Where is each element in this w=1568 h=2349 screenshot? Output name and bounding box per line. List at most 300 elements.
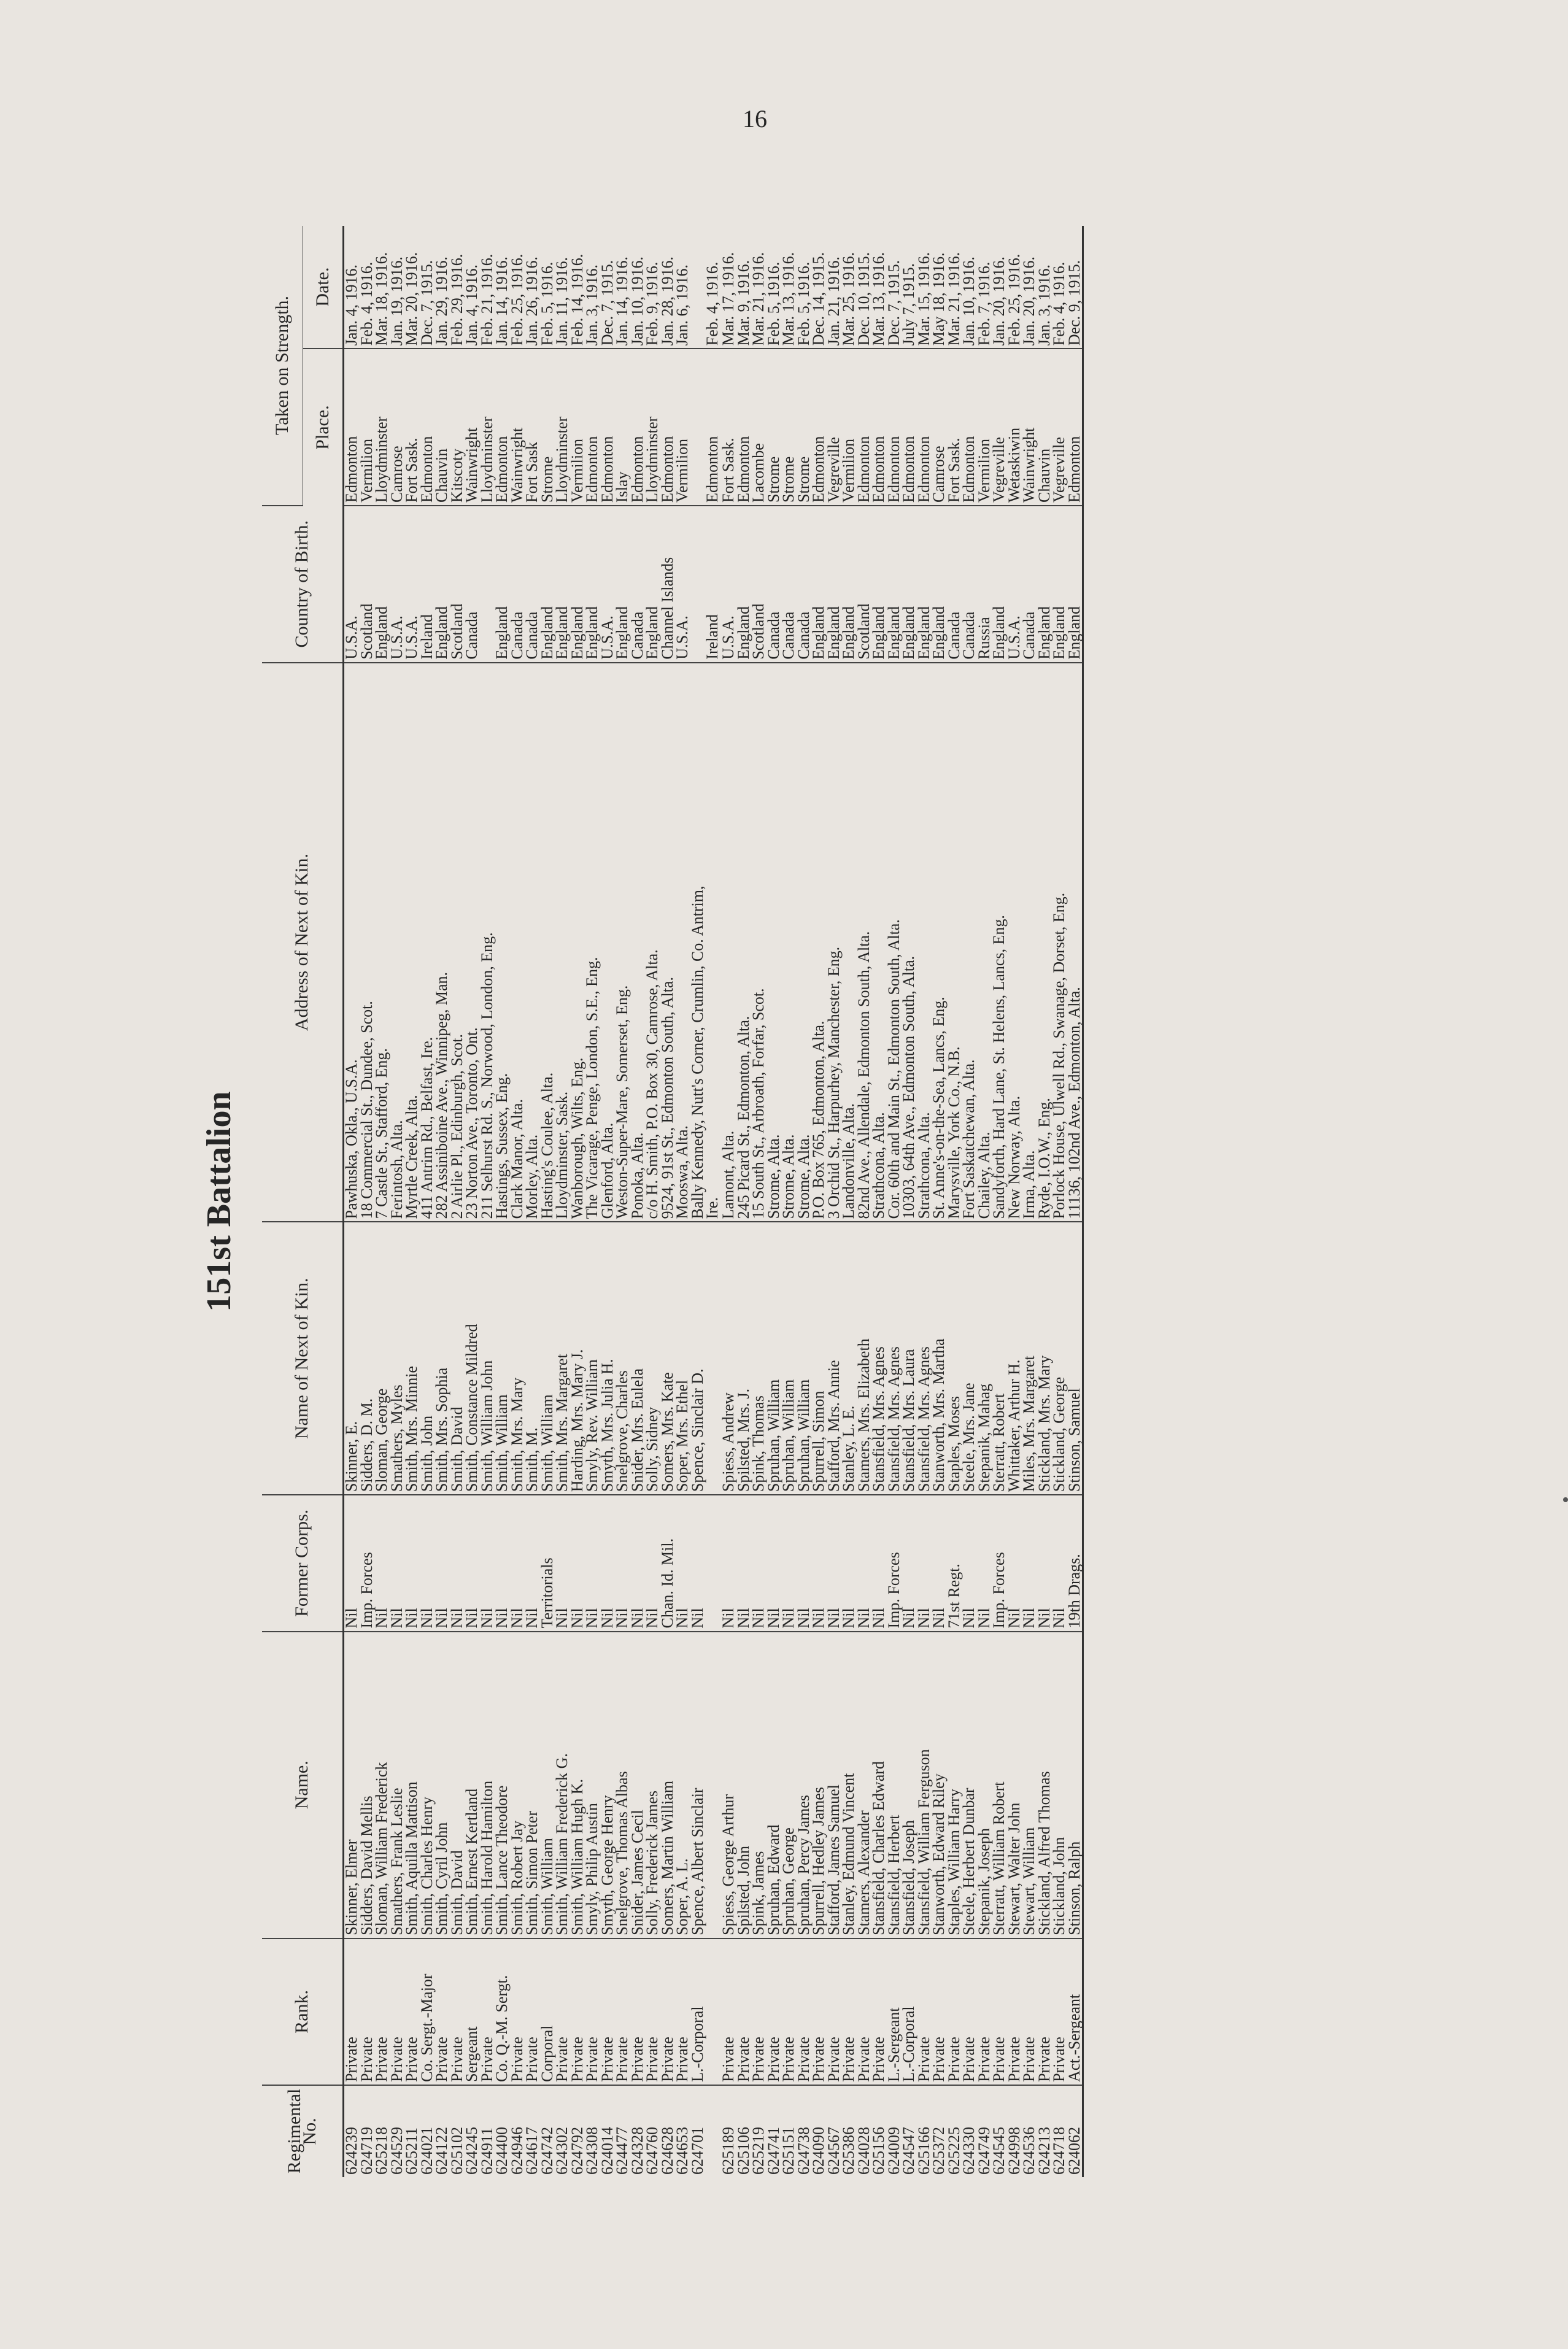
- table-row: [962, 226, 977, 2177]
- cell-country: Canada: [767, 506, 782, 663]
- cell-former-corps: Nil: [917, 1495, 932, 1631]
- cell-regimental-no: 624009: [884, 2127, 903, 2175]
- cell-former-corps: Nil: [767, 1495, 782, 1631]
- cell-rank: L.-Corporal: [902, 1938, 917, 2085]
- cell-place: Edmonton: [917, 349, 932, 506]
- cell-country: England: [374, 506, 390, 663]
- cell-name: Somers, Martin William: [660, 1632, 676, 1938]
- roster-table: [262, 226, 1084, 2177]
- cell-former-corps: Nil: [434, 1495, 450, 1631]
- cell-address: Ponoka, Alta.: [630, 663, 646, 1222]
- cell-country: England: [1037, 506, 1052, 663]
- cell-regimental-no: 625166: [914, 2127, 933, 2175]
- cell-place: Edmonton: [660, 349, 676, 506]
- cell-name: Steele, Herbert Dunbar: [962, 1632, 977, 1938]
- cell-name: Stickland, John: [1052, 1632, 1067, 1938]
- table-row: [374, 226, 390, 2177]
- cell-next-of-kin: Sidders, D. M.: [360, 1222, 375, 1495]
- cell-former-corps: [705, 1495, 720, 1631]
- cell-next-of-kin: Sterratt, Robert: [992, 1222, 1007, 1495]
- cell-date: Mar. 9, 1916.: [736, 226, 752, 349]
- cell-date: Jan. 29, 1916.: [434, 226, 450, 349]
- cell-date: Mar. 25, 1916.: [841, 226, 857, 349]
- cell-regimental-no: 624330: [960, 2127, 978, 2175]
- cell-place: Wainwright: [510, 349, 525, 506]
- cell-date: Feb. 4, 1916.: [1052, 226, 1067, 349]
- cell-date: Feb. 29, 1916.: [450, 226, 465, 349]
- cell-date: Feb. 4, 1916.: [360, 226, 375, 349]
- cell-address: 211 Selhurst Rd. S., Norwood, London, Eng.: [480, 663, 495, 1222]
- cell-country: England: [570, 506, 585, 663]
- cell-former-corps: Nil: [932, 1495, 947, 1631]
- cell-date: Jan. 6, 1916.: [675, 226, 690, 349]
- cell-country: U.S.A.: [675, 506, 690, 663]
- cell-rank: Private: [1022, 1938, 1037, 2085]
- cell-address: Strathcona, Alta.: [871, 663, 887, 1222]
- cell-next-of-kin: Stinson, Samuel: [1067, 1222, 1083, 1495]
- cell-date: Dec. 10, 1915.: [857, 226, 872, 349]
- cell-country: England: [871, 506, 887, 663]
- cell-date: Feb. 4, 1916.: [705, 226, 720, 349]
- cell-date: Feb. 5, 1916.: [767, 226, 782, 349]
- cell-place: Wetaskiwin: [1007, 349, 1022, 506]
- cell-address: Strome, Alta.: [781, 663, 797, 1222]
- table-row: [705, 226, 720, 2177]
- cell-date: Feb. 7, 1916.: [977, 226, 992, 349]
- cell-name: Stafford, James Samuel: [827, 1632, 842, 1938]
- cell-rank: Private: [811, 1938, 827, 2085]
- cell-former-corps: 19th Drags.: [1067, 1495, 1083, 1631]
- cell-regimental-no: 624328: [628, 2127, 646, 2175]
- table-row: [992, 226, 1007, 2177]
- cell-name: Sidders, David Mellis: [360, 1632, 375, 1938]
- cell-rank: Private: [570, 1938, 585, 2085]
- cell-country: England: [585, 506, 600, 663]
- table-row: [871, 226, 887, 2177]
- cell-address: New Norway, Alta.: [1007, 663, 1022, 1222]
- cell-regimental-no: 624547: [900, 2127, 917, 2175]
- cell-country: England: [827, 506, 842, 663]
- cell-name: Sterratt, William Robert: [992, 1632, 1007, 1938]
- cell-place: Vermilion: [570, 349, 585, 506]
- cell-date: Feb. 5, 1916.: [540, 226, 555, 349]
- cell-place: Lloydminster: [374, 349, 390, 506]
- cell-country: England: [1052, 506, 1067, 663]
- cell-place: Edmonton: [887, 349, 902, 506]
- cell-place: Edmonton: [600, 349, 616, 506]
- cell-regimental-no: 624701: [688, 2127, 706, 2175]
- cell-address: Lloydminster, Sask.: [555, 663, 570, 1222]
- cell-next-of-kin: Stepanik, Mahag: [977, 1222, 992, 1495]
- cell-former-corps: Nil: [570, 1495, 585, 1631]
- cell-place: Strome: [540, 349, 555, 506]
- cell-regimental-no: 624742: [538, 2127, 556, 2175]
- cell-rank: Private: [767, 1938, 782, 2085]
- cell-date: Jan. 3, 1916.: [1037, 226, 1052, 349]
- cell-name: Smyth, George Henry: [600, 1632, 616, 1938]
- cell-country: U.S.A.: [344, 506, 360, 663]
- cell-place: Chauvin: [1037, 349, 1052, 506]
- cell-former-corps: 71st Regt.: [947, 1495, 962, 1631]
- cell-country: Russia: [977, 506, 992, 663]
- cell-date: Jan. 28, 1916.: [660, 226, 676, 349]
- cell-rank: Private: [797, 1938, 812, 2085]
- cell-rank: Private: [434, 1938, 450, 2085]
- cell-former-corps: Nil: [736, 1495, 752, 1631]
- cell-date: Mar. 13, 1916.: [781, 226, 797, 349]
- cell-date: Mar. 17, 1916.: [720, 226, 736, 349]
- table-row: [555, 226, 570, 2177]
- cell-name: Smith, William Frederick G.: [555, 1632, 570, 1938]
- cell-address: Strome, Alta.: [767, 663, 782, 1222]
- cell-country: Canada: [947, 506, 962, 663]
- cell-name: Stansfield, William Ferguson: [917, 1632, 932, 1938]
- cell-place: Lloydminster: [555, 349, 570, 506]
- header-country-of-birth: Country of Birth.: [262, 506, 344, 663]
- cell-address: 2 Airlie Pl., Edinburgh, Scot.: [450, 663, 465, 1222]
- cell-address: The Vicarage, Penge, London, S.E., Eng.: [585, 663, 600, 1222]
- cell-address: 15 South St., Arbroath, Forfar, Scot.: [751, 663, 767, 1222]
- table-row: [1022, 226, 1037, 2177]
- cell-regimental-no: 625225: [944, 2127, 963, 2175]
- cell-regimental-no: 624998: [1005, 2127, 1023, 2175]
- cell-place: Vegreville: [992, 349, 1007, 506]
- header-next-of-kin: Name of Next of Kin.: [262, 1222, 344, 1495]
- cell-regimental-no: 624628: [658, 2127, 676, 2175]
- cell-regimental-no: 624028: [854, 2127, 873, 2175]
- cell-regimental-no: 625156: [870, 2127, 887, 2175]
- cell-rank: Private: [932, 1938, 947, 2085]
- cell-rank: Private: [360, 1938, 375, 2085]
- cell-country: Canada: [797, 506, 812, 663]
- cell-place: Vermilion: [977, 349, 992, 506]
- cell-rank: Private: [645, 1938, 660, 2085]
- cell-country: Channel Islands: [660, 506, 676, 663]
- cell-former-corps: Nil: [630, 1495, 646, 1631]
- cell-name: Stamers, Alexander: [857, 1632, 872, 1938]
- cell-date: Feb. 14, 1916.: [570, 226, 585, 349]
- cell-country: Canada: [781, 506, 797, 663]
- cell-name: Snelgrove, Thomas Albas: [615, 1632, 630, 1938]
- cell-address: Irma, Alta.: [1022, 663, 1037, 1222]
- cell-country: England: [932, 506, 947, 663]
- cell-rank: Private: [720, 1938, 736, 2085]
- cell-place: Edmonton: [811, 349, 827, 506]
- cell-country: England: [495, 506, 510, 663]
- cell-rank: Private: [600, 1938, 616, 2085]
- cell-regimental-no: 624062: [1067, 2085, 1083, 2177]
- cell-rank: Private: [781, 1938, 797, 2085]
- cell-rank: Private: [390, 1938, 405, 2085]
- cell-next-of-kin: Steele, Mrs. Jane: [962, 1222, 977, 1495]
- cell-address: Hastings, Sussex, Eng.: [495, 663, 510, 1222]
- cell-next-of-kin: Spink, Thomas: [751, 1222, 767, 1495]
- cell-former-corps: Nil: [1022, 1495, 1037, 1631]
- cell-regimental-no: [705, 2085, 720, 2177]
- cell-former-corps: Nil: [857, 1495, 872, 1631]
- cell-country: Scotland: [751, 506, 767, 663]
- table-row: [1067, 226, 1083, 2177]
- table-row: [1052, 226, 1067, 2177]
- cell-name: Smith, Simon Peter: [525, 1632, 540, 1938]
- cell-next-of-kin: Spiess, Andrew: [720, 1222, 736, 1495]
- header-name: Name.: [262, 1632, 344, 1938]
- cell-rank: Act.-Sergeant: [1067, 1938, 1083, 2085]
- cell-next-of-kin: Spruhan, William: [781, 1222, 797, 1495]
- cell-country: U.S.A.: [720, 506, 736, 663]
- cell-name: Smith, Ernest Kertland: [465, 1632, 480, 1938]
- cell-address: Marysville, York Co., N.B.: [947, 663, 962, 1222]
- cell-date: Jan. 10, 1916.: [962, 226, 977, 349]
- cell-name: Spurrell, Hedley James: [811, 1632, 827, 1938]
- cell-regimental-no: 624529: [387, 2127, 406, 2175]
- cell-former-corps: Nil: [495, 1495, 510, 1631]
- cell-date: Jan. 21, 1916.: [827, 226, 842, 349]
- cell-next-of-kin: Smith, David: [450, 1222, 465, 1495]
- cell-name: Soper, A. L.: [675, 1632, 690, 1938]
- cell-former-corps: Nil: [390, 1495, 405, 1631]
- table-row: [841, 226, 857, 2177]
- cell-address: Myrtle Creek, Alta.: [404, 663, 420, 1222]
- cell-regimental-no: 624536: [1020, 2127, 1038, 2175]
- cell-date: Jan. 14, 1916.: [615, 226, 630, 349]
- cell-name: Smith, Robert Jay: [510, 1632, 525, 1938]
- cell-regimental-no: 624738: [794, 2127, 813, 2175]
- cell-name: Smith, Cyril John: [434, 1632, 450, 1938]
- cell-regimental-no: 625211: [403, 2127, 420, 2175]
- cell-next-of-kin: Whittaker, Arthur H.: [1007, 1222, 1022, 1495]
- cell-rank: L.-Corporal: [690, 1938, 706, 2085]
- cell-date: Jan. 4, 1916.: [465, 226, 480, 349]
- cell-next-of-kin: Smith, John: [420, 1222, 435, 1495]
- cell-name: [705, 1632, 720, 1938]
- cell-regimental-no: 624122: [433, 2127, 450, 2175]
- cell-former-corps: Imp. Forces: [360, 1495, 375, 1631]
- cell-name: Smith, Lance Theodore: [495, 1632, 510, 1938]
- cell-address: 411 Antrim Rd., Belfast, Ire.: [420, 663, 435, 1222]
- cell-country: England: [736, 506, 752, 663]
- cell-date: Mar. 13, 1916.: [871, 226, 887, 349]
- cell-country: England: [555, 506, 570, 663]
- cell-address: Lamont, Alta.: [720, 663, 736, 1222]
- cell-regimental-no: 624741: [764, 2127, 782, 2175]
- table-row: [615, 226, 630, 2177]
- cell-rank: Private: [404, 1938, 420, 2085]
- cell-former-corps: Nil: [962, 1495, 977, 1631]
- cell-name: Smith, Harold Hamilton: [480, 1632, 495, 1938]
- cell-address: Chailey, Alta.: [977, 663, 992, 1222]
- cell-rank: Co. Sergt.-Major: [420, 1938, 435, 2085]
- cell-regimental-no: 624911: [477, 2127, 496, 2175]
- header-rank: Rank.: [262, 1938, 344, 2085]
- cell-address: c/o H. Smith, P.O. Box 30, Camrose, Alta.: [645, 663, 660, 1222]
- cell-address: 18 Commercial St., Dundee, Scot.: [360, 663, 375, 1222]
- cell-name: Stansfield, Joseph: [902, 1632, 917, 1938]
- cell-former-corps: Nil: [871, 1495, 887, 1631]
- cell-name: Spruhan, Edward: [767, 1632, 782, 1938]
- cell-place: Lloydminster: [480, 349, 495, 506]
- cell-address: Pawhuska, Okla., U.S.A.: [344, 663, 360, 1222]
- cell-next-of-kin: Stafford, Mrs. Annie: [827, 1222, 842, 1495]
- cell-date: Feb. 21, 1916.: [480, 226, 495, 349]
- cell-place: Camrose: [390, 349, 405, 506]
- cell-rank: Co. Q.-M. Sergt.: [495, 1938, 510, 2085]
- cell-former-corps: Nil: [1037, 1495, 1052, 1631]
- cell-address: Ire.: [705, 663, 720, 1222]
- table-row: [404, 226, 420, 2177]
- cell-former-corps: Nil: [374, 1495, 390, 1631]
- cell-next-of-kin: Spence, Sinclair D.: [690, 1222, 706, 1495]
- table-row: [495, 226, 510, 2177]
- cell-place: Strome: [797, 349, 812, 506]
- cell-regimental-no: 625189: [719, 2127, 737, 2175]
- cell-country: Ireland: [420, 506, 435, 663]
- cell-country: Scotland: [857, 506, 872, 663]
- cell-address: 11136, 102nd Ave., Edmonton, Alta.: [1067, 663, 1083, 1222]
- cell-name: Stansfield, Charles Edward: [871, 1632, 887, 1938]
- cell-rank: Private: [450, 1938, 465, 2085]
- cell-name: Smyly, Philip Austin: [585, 1632, 600, 1938]
- cell-rank: Private: [1052, 1938, 1067, 2085]
- cell-place: Edmonton: [736, 349, 752, 506]
- cell-date: Mar. 18, 1916.: [374, 226, 390, 349]
- cell-former-corps: Nil: [751, 1495, 767, 1631]
- table-row: [811, 226, 827, 2177]
- cell-date: Mar. 15, 1916.: [917, 226, 932, 349]
- cell-regimental-no: 624245: [463, 2127, 481, 2175]
- cell-address: 3 Orchid St., Harpurhey, Manchester, Eng.: [827, 663, 842, 1222]
- cell-name: Sloman, William Frederick: [374, 1632, 390, 1938]
- cell-place: Edmonton: [495, 349, 510, 506]
- cell-next-of-kin: Smyth, Mrs. Julia H.: [600, 1222, 616, 1495]
- table-row: [932, 226, 947, 2177]
- cell-former-corps: Imp. Forces: [887, 1495, 902, 1631]
- cell-former-corps: Nil: [1007, 1495, 1022, 1631]
- table-row: [344, 226, 360, 2177]
- cell-next-of-kin: Snelgrove, Charles: [615, 1222, 630, 1495]
- cell-date: July 7, 1915.: [902, 226, 917, 349]
- cell-country: Scotland: [450, 506, 465, 663]
- cell-next-of-kin: Stansfield, Mrs. Agnes: [887, 1222, 902, 1495]
- cell-place: Strome: [767, 349, 782, 506]
- cell-name: Stepanik, Joseph: [977, 1632, 992, 1938]
- cell-address: Wanborough, Wilts, Eng.: [570, 663, 585, 1222]
- cell-regimental-no: 624718: [1050, 2127, 1068, 2175]
- cell-place: Strome: [781, 349, 797, 506]
- cell-regimental-no: 624792: [568, 2127, 586, 2175]
- cell-name: Spiess, George Arthur: [720, 1632, 736, 1938]
- cell-next-of-kin: Stansfield, Mrs. Laura: [902, 1222, 917, 1495]
- cell-former-corps: Nil: [465, 1495, 480, 1631]
- cell-name: Smith, Charles Henry: [420, 1632, 435, 1938]
- cell-address: 82nd Ave., Allendale, Edmonton South, Alta.: [857, 663, 872, 1222]
- cell-regimental-no: 624749: [975, 2127, 993, 2175]
- page-number: 16: [743, 105, 767, 133]
- cell-date: Feb. 5, 1916.: [797, 226, 812, 349]
- cell-rank: Corporal: [540, 1938, 555, 2085]
- cell-place: Fort Sask.: [720, 349, 736, 506]
- cell-name: Smathers, Frank Leslie: [390, 1632, 405, 1938]
- cell-name: Spruhan, George: [781, 1632, 797, 1938]
- cell-country: Scotland: [360, 506, 375, 663]
- cell-address: 245 Picard St., Edmonton, Alta.: [736, 663, 752, 1222]
- cell-former-corps: Nil: [555, 1495, 570, 1631]
- cell-former-corps: Nil: [797, 1495, 812, 1631]
- cell-address: Sandyforth, Hard Lane, St. Helens, Lancs, Eng.: [992, 663, 1007, 1222]
- cell-former-corps: Nil: [827, 1495, 842, 1631]
- cell-place: Kitscoty: [450, 349, 465, 506]
- cell-country: England: [615, 506, 630, 663]
- table-row: [434, 226, 450, 2177]
- cell-next-of-kin: Miles, Mrs. Margaret: [1022, 1222, 1037, 1495]
- cell-country: England: [811, 506, 827, 663]
- cell-name: Smith, William: [540, 1632, 555, 1938]
- cell-rank: Private: [962, 1938, 977, 2085]
- cell-place: Camrose: [932, 349, 947, 506]
- cell-next-of-kin: Smith, M.: [525, 1222, 540, 1495]
- cell-next-of-kin: Smith, Mrs. Margaret: [555, 1222, 570, 1495]
- cell-rank: Private: [841, 1938, 857, 2085]
- cell-date: Jan. 14, 1916.: [495, 226, 510, 349]
- cell-place: Edmonton: [630, 349, 646, 506]
- cell-regimental-no: 624719: [357, 2127, 376, 2175]
- cell-next-of-kin: Sloman, George: [374, 1222, 390, 1495]
- cell-next-of-kin: Smith, William John: [480, 1222, 495, 1495]
- cell-rank: Private: [751, 1938, 767, 2085]
- cell-place: Wainwright: [1022, 349, 1037, 506]
- cell-name: Stewart, Walter John: [1007, 1632, 1022, 1938]
- cell-date: Jan. 26, 1916.: [525, 226, 540, 349]
- table-row: [465, 226, 480, 2177]
- cell-rank: Private: [917, 1938, 932, 2085]
- cell-place: Edmonton: [1067, 349, 1083, 506]
- cell-rank: Private: [827, 1938, 842, 2085]
- cell-address: Ryde, I.O.W., Eng.: [1037, 663, 1052, 1222]
- cell-date: Mar. 21, 1916.: [947, 226, 962, 349]
- cell-former-corps: Nil: [781, 1495, 797, 1631]
- cell-regimental-no: 624617: [523, 2127, 541, 2175]
- cell-next-of-kin: Smith, Mrs. Mary: [510, 1222, 525, 1495]
- cell-date: Dec. 7, 1915.: [420, 226, 435, 349]
- cell-address: Fort Saskatchewan, Alta.: [962, 663, 977, 1222]
- cell-former-corps: Territorials: [540, 1495, 555, 1631]
- cell-date: Feb. 25, 1916.: [1007, 226, 1022, 349]
- cell-address: 9524, 91st St., Edmonton South, Alta.: [660, 663, 676, 1222]
- cell-regimental-no: 624213: [1035, 2127, 1053, 2175]
- cell-name: Solly, Frederick James: [645, 1632, 660, 1938]
- cell-address: 282 Assiniboine Ave., Winnipeg, Man.: [434, 663, 450, 1222]
- cell-next-of-kin: Smyly, Rev. William: [585, 1222, 600, 1495]
- cell-rank: Private: [510, 1938, 525, 2085]
- cell-address: Landonville, Alta.: [841, 663, 857, 1222]
- cell-regimental-no: 624653: [673, 2127, 691, 2175]
- cell-former-corps: Nil: [344, 1495, 360, 1631]
- cell-place: Vermilion: [841, 349, 857, 506]
- cell-name: Stanley, Edmund Vincent: [841, 1632, 857, 1938]
- cell-place: Vegreville: [827, 349, 842, 506]
- cell-name: Smith, Aquilla Mattison: [404, 1632, 420, 1938]
- cell-rank: Private: [857, 1938, 872, 2085]
- cell-rank: Private: [344, 1938, 360, 2085]
- cell-rank: Private: [374, 1938, 390, 2085]
- cell-rank: Private: [947, 1938, 962, 2085]
- cell-name: Stinson, Ralph: [1067, 1632, 1083, 1938]
- cell-address: Cor. 60th and Main St., Edmonton South, Alta.: [887, 663, 902, 1222]
- table-row: [781, 226, 797, 2177]
- cell-country: U.S.A.: [390, 506, 405, 663]
- cell-place: Edmonton: [962, 349, 977, 506]
- cell-country: Canada: [465, 506, 480, 663]
